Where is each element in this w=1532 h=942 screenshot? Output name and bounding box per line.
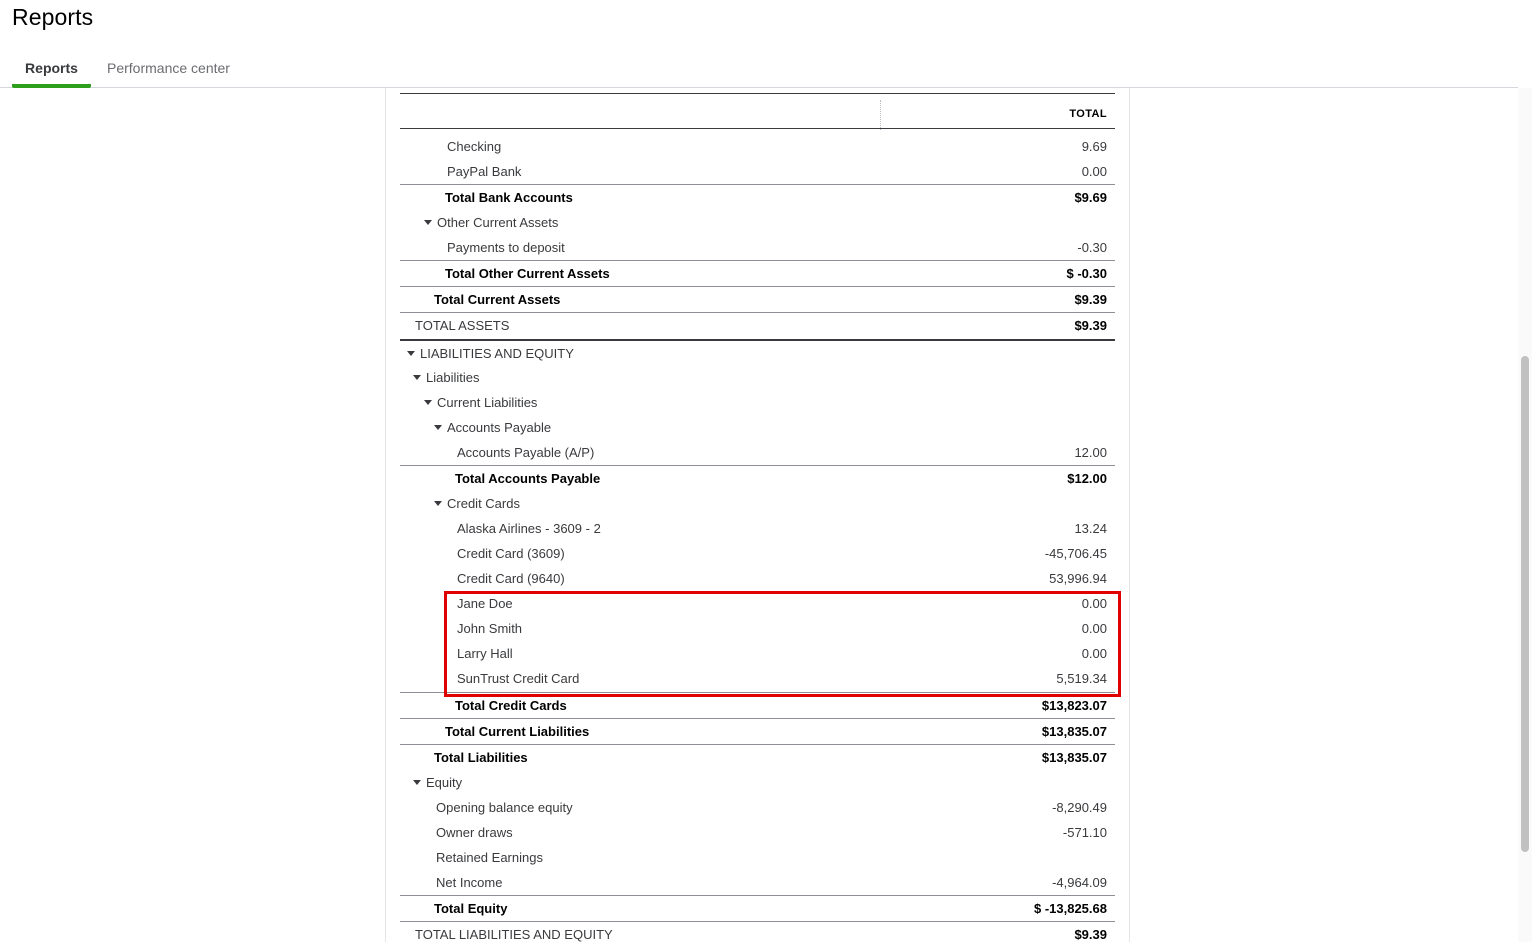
row-label: PayPal Bank bbox=[447, 164, 522, 179]
row-value[interactable]: $9.39 bbox=[1074, 318, 1107, 333]
row-value[interactable]: $9.69 bbox=[1074, 190, 1107, 205]
group-row[interactable] bbox=[400, 390, 1115, 415]
row-value[interactable]: 13.24 bbox=[1074, 521, 1107, 536]
collapse-caret-icon[interactable] bbox=[413, 375, 421, 380]
row-label: Payments to deposit bbox=[447, 240, 565, 255]
row-value[interactable]: $13,835.07 bbox=[1041, 724, 1107, 739]
row-value[interactable]: 9.69 bbox=[1081, 139, 1107, 154]
table-row bbox=[400, 666, 1115, 691]
table-row bbox=[400, 541, 1115, 566]
table-row bbox=[400, 440, 1115, 465]
row-value[interactable]: 0.00 bbox=[1081, 646, 1107, 661]
row-label: Current Liabilities bbox=[437, 395, 538, 410]
row-value[interactable]: 12.00 bbox=[1074, 445, 1107, 460]
row-label: SunTrust Credit Card bbox=[457, 671, 580, 686]
row-label: Credit Card (3609) bbox=[457, 546, 565, 561]
total-row bbox=[400, 718, 1115, 744]
grand-total-row bbox=[400, 921, 1115, 942]
row-label: Alaska Airlines - 3609 - 2 bbox=[457, 521, 601, 536]
group-row[interactable] bbox=[400, 339, 1115, 364]
row-label: Accounts Payable (A/P) bbox=[457, 445, 595, 460]
row-value[interactable]: 0.00 bbox=[1081, 621, 1107, 636]
table-row bbox=[400, 566, 1115, 591]
row-label: Credit Cards bbox=[447, 496, 520, 511]
row-label: John Smith bbox=[457, 621, 523, 636]
collapse-caret-icon[interactable] bbox=[413, 780, 421, 785]
row-label: Total Current Assets bbox=[434, 292, 561, 307]
row-label: TOTAL ASSETS bbox=[415, 318, 510, 333]
row-label: Net Income bbox=[436, 875, 503, 890]
row-value[interactable]: 53,996.94 bbox=[1049, 571, 1107, 586]
row-value[interactable]: $12.00 bbox=[1067, 471, 1107, 486]
row-label: Opening balance equity bbox=[436, 800, 573, 815]
row-label: Accounts Payable bbox=[447, 420, 552, 435]
row-value[interactable]: $9.39 bbox=[1074, 292, 1107, 307]
row-label: Total Current Liabilities bbox=[445, 724, 590, 739]
row-value[interactable]: -0.30 bbox=[1077, 240, 1107, 255]
row-value[interactable]: -4,964.09 bbox=[1052, 875, 1107, 890]
tab-performance-center[interactable]: Performance center bbox=[107, 60, 230, 76]
row-label: Larry Hall bbox=[457, 646, 513, 661]
row-value[interactable]: -45,706.45 bbox=[1044, 546, 1107, 561]
column-divider[interactable] bbox=[880, 100, 881, 130]
table-row bbox=[400, 845, 1115, 870]
table-row bbox=[400, 235, 1115, 260]
table-row bbox=[400, 616, 1115, 641]
tab-reports[interactable]: Reports bbox=[12, 60, 91, 88]
row-value[interactable]: 0.00 bbox=[1081, 164, 1107, 179]
row-label: Retained Earnings bbox=[436, 850, 543, 865]
total-row bbox=[400, 286, 1115, 312]
table-row bbox=[400, 516, 1115, 541]
row-value[interactable]: $9.39 bbox=[1074, 927, 1107, 942]
table-row bbox=[400, 159, 1115, 184]
row-label: Equity bbox=[426, 775, 463, 790]
row-label: Total Equity bbox=[434, 901, 508, 916]
row-value[interactable]: $ -0.30 bbox=[1066, 266, 1107, 281]
row-label: TOTAL LIABILITIES AND EQUITY bbox=[415, 927, 613, 942]
table-row bbox=[400, 795, 1115, 820]
group-row[interactable] bbox=[400, 415, 1115, 440]
group-row[interactable] bbox=[400, 365, 1115, 390]
tab-bar bbox=[0, 52, 1518, 88]
total-column-header: TOTAL bbox=[1069, 108, 1107, 120]
collapse-caret-icon[interactable] bbox=[407, 351, 415, 356]
table-row bbox=[400, 820, 1115, 845]
row-label: Checking bbox=[447, 139, 502, 154]
table-row bbox=[400, 591, 1115, 616]
row-label: Credit Card (9640) bbox=[457, 571, 565, 586]
row-label: Owner draws bbox=[436, 825, 513, 840]
group-row[interactable] bbox=[400, 491, 1115, 516]
grand-total-row bbox=[400, 312, 1115, 339]
total-row bbox=[400, 744, 1115, 770]
total-row bbox=[400, 260, 1115, 286]
row-value[interactable]: $13,823.07 bbox=[1041, 698, 1107, 713]
row-value[interactable]: 0.00 bbox=[1081, 596, 1107, 611]
table-row bbox=[400, 134, 1115, 159]
row-label: LIABILITIES AND EQUITY bbox=[420, 346, 574, 361]
row-label: Total Accounts Payable bbox=[455, 471, 601, 486]
row-value[interactable]: -8,290.49 bbox=[1052, 800, 1107, 815]
collapse-caret-icon[interactable] bbox=[424, 400, 432, 405]
row-value[interactable]: $13,835.07 bbox=[1041, 750, 1107, 765]
row-value[interactable]: -571.10 bbox=[1062, 825, 1107, 840]
total-row bbox=[400, 184, 1115, 210]
row-label: Jane Doe bbox=[457, 596, 513, 611]
row-label: Total Liabilities bbox=[434, 750, 528, 765]
scrollbar-thumb[interactable] bbox=[1521, 356, 1529, 852]
row-label: Total Bank Accounts bbox=[445, 190, 573, 205]
row-label: Total Credit Cards bbox=[455, 698, 567, 713]
collapse-caret-icon[interactable] bbox=[424, 220, 432, 225]
table-header bbox=[400, 93, 1115, 129]
collapse-caret-icon[interactable] bbox=[434, 501, 442, 506]
total-row bbox=[400, 895, 1115, 921]
row-label: Liabilities bbox=[426, 370, 480, 385]
collapse-caret-icon[interactable] bbox=[434, 425, 442, 430]
row-value[interactable]: $ -13,825.68 bbox=[1033, 901, 1107, 916]
group-row[interactable] bbox=[400, 770, 1115, 795]
row-label: Total Other Current Assets bbox=[445, 266, 610, 281]
row-value[interactable]: 5,519.34 bbox=[1056, 671, 1107, 686]
group-row[interactable] bbox=[400, 210, 1115, 235]
total-row bbox=[400, 692, 1115, 718]
row-label: Other Current Assets bbox=[437, 215, 559, 230]
table-row bbox=[400, 870, 1115, 895]
table-row bbox=[400, 641, 1115, 666]
total-row bbox=[400, 465, 1115, 491]
page-title: Reports bbox=[12, 4, 94, 30]
balance-sheet-table bbox=[400, 93, 1115, 942]
